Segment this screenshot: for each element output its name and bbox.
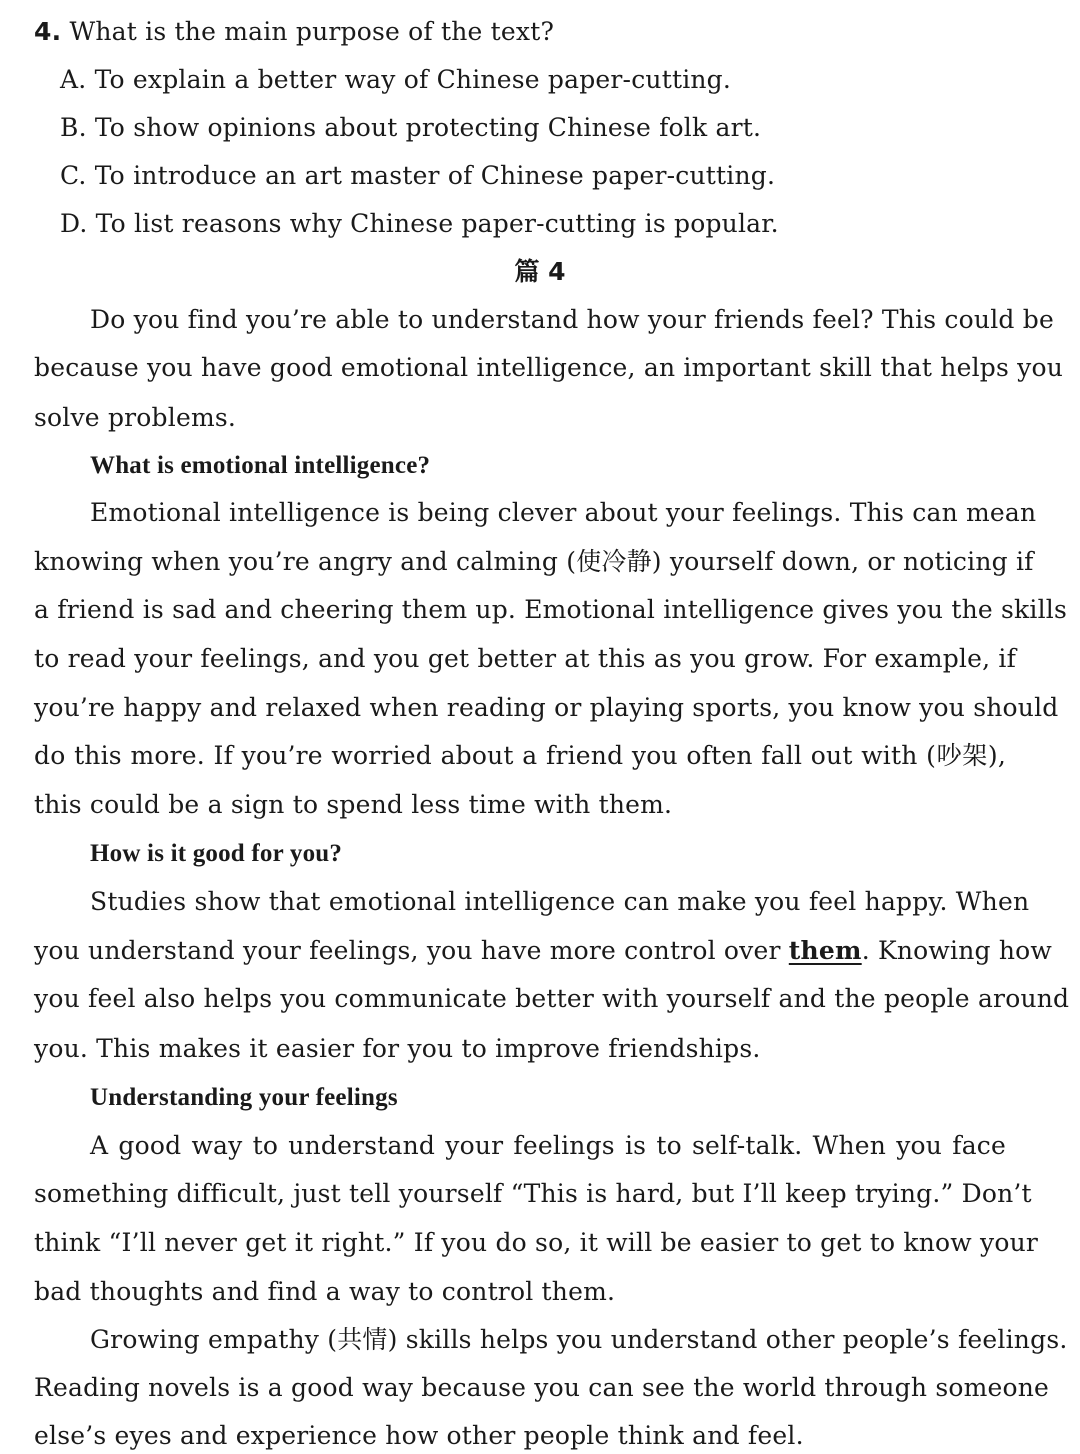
paragraph-line: Growing empathy (共情) skills helps you understand other people’s feelings. <box>90 1325 1068 1354</box>
option-b <box>60 112 1000 146</box>
option-text: To introduce an art master of Chinese paper-cutting. <box>94 161 776 190</box>
paragraph-line: to read your feelings, and you get better at this as you grow. For example, if <box>34 644 1017 673</box>
option-d <box>60 208 1000 242</box>
text-span: . Knowing how <box>861 936 1053 965</box>
paragraph-line: you feel also helps you communicate better with yourself and the people around <box>34 984 1070 1013</box>
paragraph-line: you’re happy and relaxed when reading or playing sports, you know you should <box>34 693 1059 722</box>
paragraph-line-with-underline <box>34 935 1053 969</box>
question-number: 4. <box>34 17 62 46</box>
paragraph-line: Studies show that emotional intelligence can make you feel happy. When <box>90 887 1030 916</box>
section-heading: What is emotional intelligence? <box>90 452 431 479</box>
option-letter: C. <box>60 161 87 190</box>
paragraph-line: something difficult, just tell yourself “This is hard, but I’ll keep trying.” Don’t <box>34 1179 1032 1208</box>
paragraph-line: do this more. If you’re worried about a friend you often fall out with (吵架), <box>34 741 1006 770</box>
paragraph-line: think “I’ll never get it right.” If you do so, it will be easier to get to know your <box>34 1228 1039 1257</box>
paragraph-line: Emotional intelligence is being clever about your feelings. This can mean <box>90 498 1037 527</box>
paragraph-line: Reading novels is a good way because you can see the world through someone <box>34 1373 1050 1402</box>
paragraph-line: you. This makes it easier for you to improve friendships. <box>34 1034 761 1063</box>
paragraph-line: A good way to understand your feelings is to self-talk. When you face <box>90 1131 1006 1160</box>
section-heading: How is it good for you? <box>90 840 343 867</box>
paragraph-line: this could be a sign to spend less time with them. <box>34 790 673 819</box>
text-span: you understand your feelings, you have more control over <box>34 936 789 965</box>
option-letter: B. <box>60 113 87 142</box>
option-letter: D. <box>60 209 88 238</box>
section-title: 篇 4 <box>514 257 566 286</box>
paragraph-line: a friend is sad and cheering them up. Emotional intelligence gives you the skills <box>34 595 1068 624</box>
section-heading: Understanding your feelings <box>90 1084 398 1111</box>
option-c <box>60 160 1000 194</box>
intro-line: Do you find you’re able to understand how your friends feel? This could be <box>90 305 1054 334</box>
question-stem <box>34 16 1006 50</box>
option-text: To explain a better way of Chinese paper-cutting. <box>94 65 732 94</box>
paragraph-line: bad thoughts and find a way to control them. <box>34 1277 616 1306</box>
question-text: What is the main purpose of the text? <box>69 17 555 46</box>
intro-line: because you have good emotional intelligence, an important skill that helps you <box>34 353 1064 382</box>
option-letter: A. <box>60 65 87 94</box>
underlined-word: them <box>788 936 862 965</box>
paragraph-line: knowing when you’re angry and calming (使冷静) yourself down, or noticing if <box>34 547 1034 576</box>
option-a <box>60 64 1000 98</box>
option-text: To show opinions about protecting Chinese folk art. <box>94 113 762 142</box>
paragraph-line: else’s eyes and experience how other people think and feel. <box>34 1421 804 1450</box>
option-text: To list reasons why Chinese paper-cutting is popular. <box>95 209 779 238</box>
intro-line: solve problems. <box>34 403 237 432</box>
